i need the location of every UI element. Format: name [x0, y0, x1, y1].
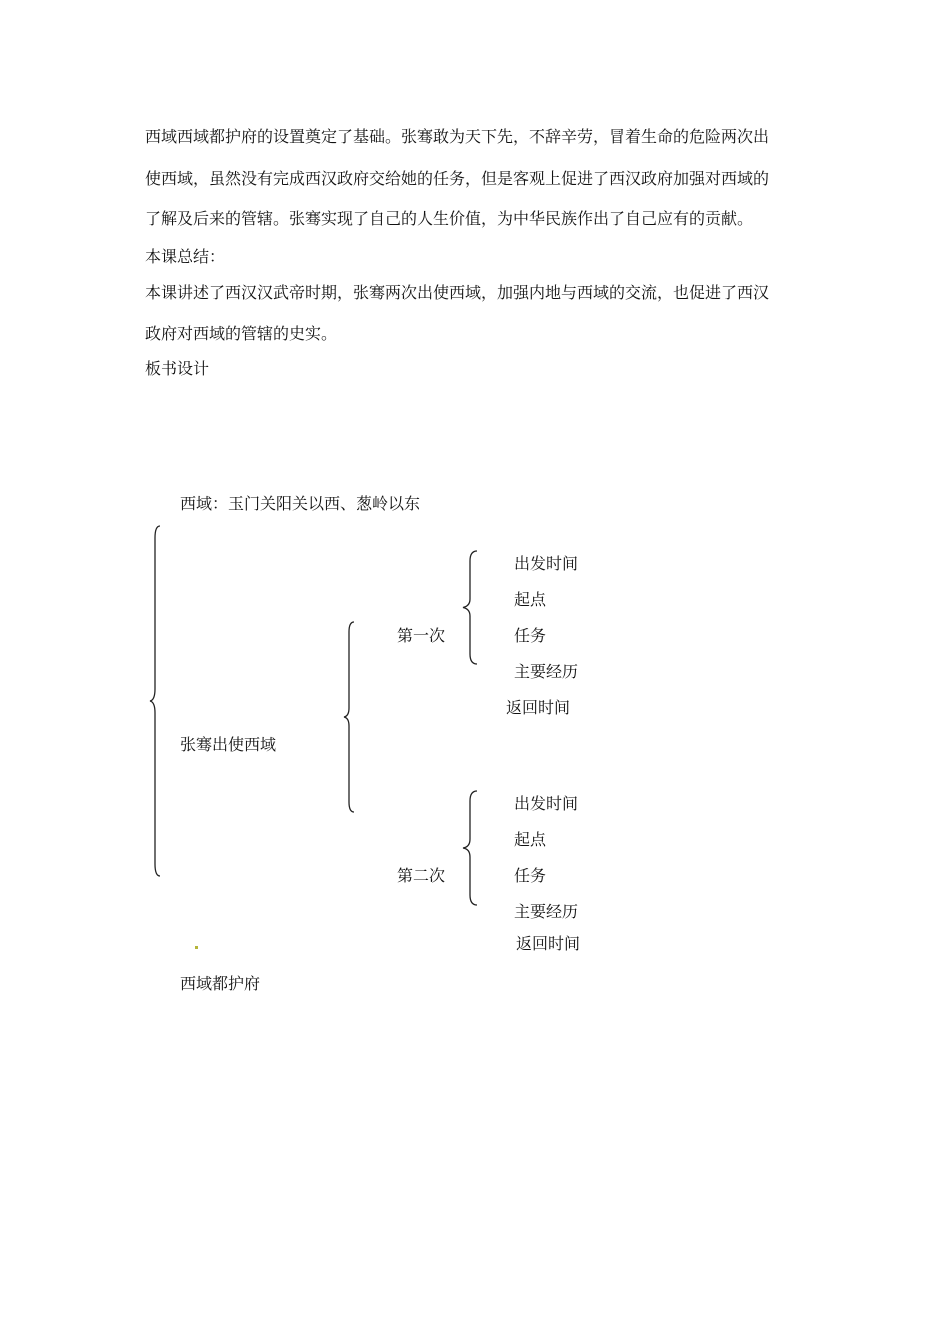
second-trip-item-4: 主要经历 — [514, 902, 579, 921]
board-heading: 板书设计 — [145, 359, 210, 378]
first-trip-label: 第一次 — [397, 626, 446, 645]
second-trip-label: 第二次 — [397, 866, 446, 885]
first-trip-item-3: 任务 — [514, 626, 547, 645]
second-trip-item-2: 起点 — [514, 830, 547, 849]
first-trip-item-2: 起点 — [514, 590, 547, 609]
protectorate: 西域都护府 — [180, 974, 261, 993]
summary-line-2: 政府对西域的管辖的史实。 — [145, 324, 338, 343]
trip-brace-icon — [341, 622, 361, 812]
first-trip-item-4: 主要经历 — [514, 662, 579, 681]
second-trip-item-1: 出发时间 — [514, 794, 579, 813]
xiyu-definition: 西域：玉门关阳关以西、葱岭以东 — [180, 494, 421, 513]
summary-heading: 本课总结： — [145, 247, 226, 266]
first-trip-item-5: 返回时间 — [506, 698, 571, 717]
stray-mark — [195, 946, 198, 949]
summary-line-1: 本课讲述了西汉汉武帝时期，张骞两次出使西域，加强内地与西域的交流，也促进了西汉 — [145, 283, 770, 302]
main-topic: 张骞出使西域 — [180, 735, 277, 754]
second-trip-item-5: 返回时间 — [516, 934, 581, 953]
second-trip-brace-icon — [460, 791, 480, 905]
paragraph-line-1: 西域西域都护府的设置奠定了基础。张骞敢为天下先，不辞辛劳，冒着生命的危险两次出 — [145, 127, 770, 146]
main-brace-icon — [148, 526, 168, 876]
first-trip-item-1: 出发时间 — [514, 554, 579, 573]
paragraph-line-2: 使西域，虽然没有完成西汉政府交给她的任务，但是客观上促进了西汉政府加强对西域的 — [145, 169, 770, 188]
second-trip-item-3: 任务 — [514, 866, 547, 885]
paragraph-line-3: 了解及后来的管辖。张骞实现了自己的人生价值，为中华民族作出了自己应有的贡献。 — [145, 209, 754, 228]
first-trip-brace-icon — [460, 551, 480, 664]
